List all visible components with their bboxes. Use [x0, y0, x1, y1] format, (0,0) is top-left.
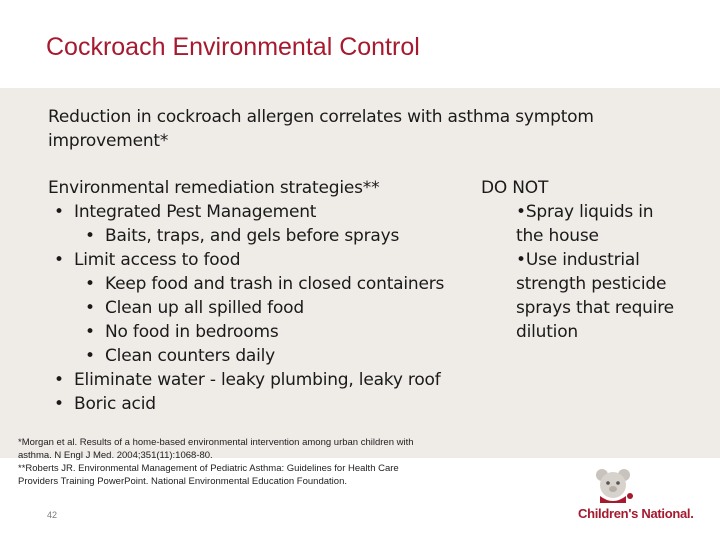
intro-line-1: Reduction in cockroach allergen correlates with asthma symptom [48, 107, 594, 127]
bullet-icon: • [85, 298, 95, 318]
list-item: •Spray liquids in the house [516, 202, 654, 246]
slide-header [0, 0, 720, 88]
bullet-icon: • [85, 322, 95, 342]
bullet-icon: • [54, 202, 64, 222]
bullet-icon: • [85, 274, 95, 294]
footnote-2: **Roberts JR. Environmental Management of Pediatric Asthma: Guidelines for Health Care Providers Training PowerPoint. National Environmental Education Foundation. [18, 463, 399, 487]
do-not-heading: DO NOT [481, 178, 549, 198]
list-item: •Use industrial strength pesticide sprays that require dilution [516, 250, 674, 342]
list-item: • Clean up all spilled food [85, 298, 304, 318]
list-item: • No food in bedrooms [85, 322, 279, 342]
slide-title: Cockroach Environmental Control [46, 33, 420, 61]
bullet-icon: • [54, 394, 64, 414]
list-item: • Limit access to food [54, 250, 241, 270]
childrens-national-logo [578, 466, 708, 524]
bullet-icon: • [54, 250, 64, 270]
do-not-list [481, 176, 701, 344]
bullet-icon: • [54, 370, 64, 390]
page-number: 42 [47, 510, 58, 520]
list-item: • Keep food and trash in closed containers [85, 274, 445, 294]
intro-text [48, 105, 608, 153]
bear-logo-icon [592, 466, 636, 504]
footnote-1: *Morgan et al. Results of a home-based environmental intervention among urban children with asthma. N Engl J Med. 2004;351(11):1068-80. [18, 437, 414, 461]
strategies-heading: Environmental remediation strategies** [48, 178, 380, 198]
list-item: • Boric acid [54, 394, 156, 414]
bullet-icon: • [85, 226, 95, 246]
footnotes [18, 436, 428, 488]
list-item: • Integrated Pest Management [54, 202, 317, 222]
list-item: • Clean counters daily [85, 346, 276, 366]
intro-line-2: improvement* [48, 131, 169, 151]
strategies-list [48, 176, 468, 416]
logo-text: Children's National. [578, 506, 694, 521]
list-item: • Eliminate water - leaky plumbing, leaky roof [54, 370, 441, 390]
list-item: • Baits, traps, and gels before sprays [85, 226, 400, 246]
bullet-icon: • [85, 346, 95, 366]
